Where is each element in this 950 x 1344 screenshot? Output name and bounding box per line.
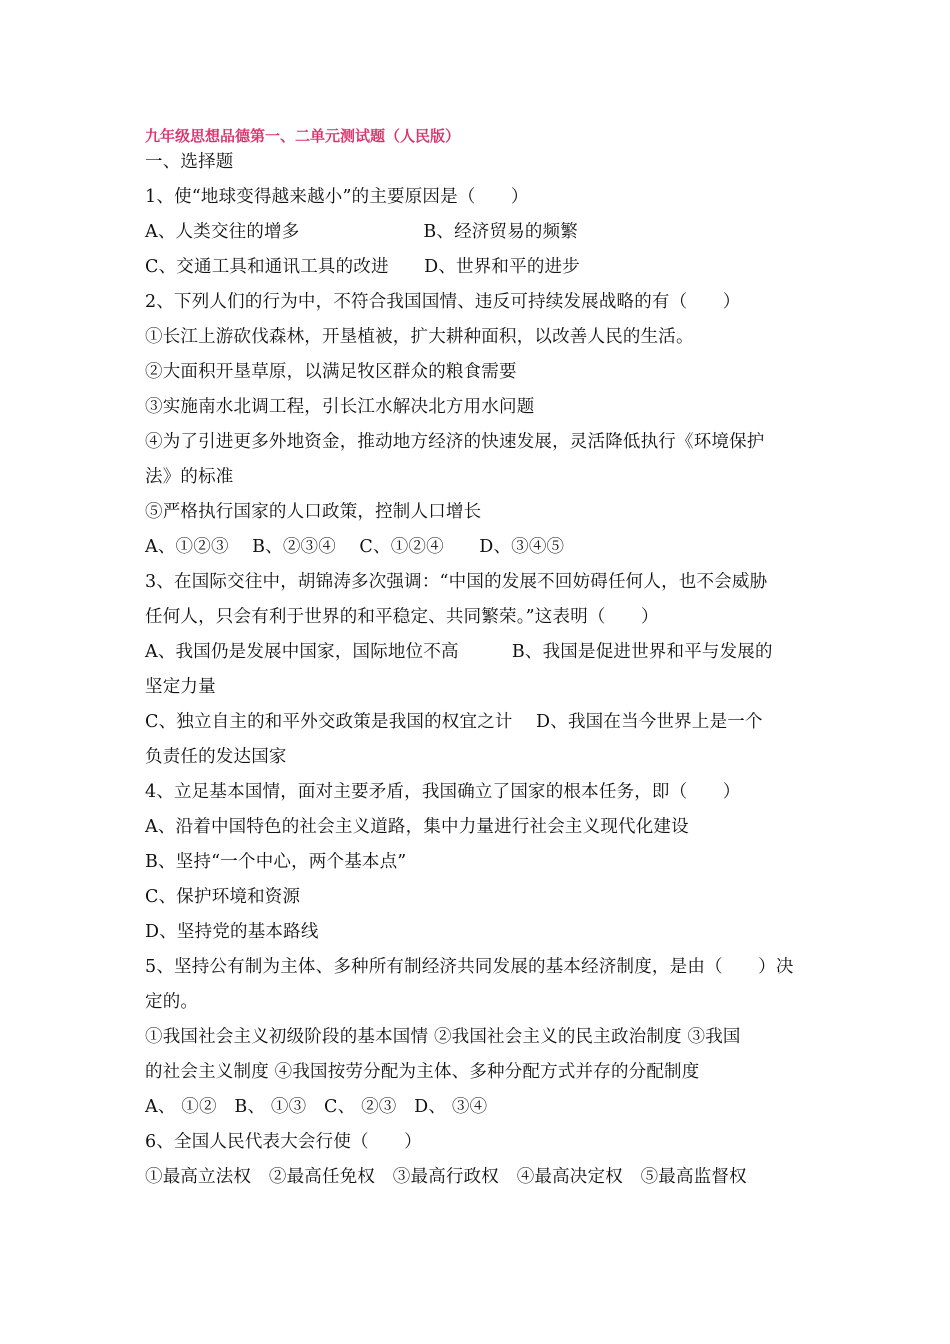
text-line: A、 ①② B、 ①③ C、 ②③ D、 ③④ xyxy=(145,1097,488,1117)
document-body xyxy=(145,124,810,1195)
text-line: 坚定力量 xyxy=(145,677,216,697)
text-line: ②大面积开垦草原，以满足牧区群众的粮食需要 xyxy=(145,362,517,382)
text-line: ③实施南水北调工程，引长江水解决北方用水问题 xyxy=(145,397,535,417)
text-line: 2、下列人们的行为中，不符合我国国情、违反可持续发展战略的有（ ） xyxy=(145,292,741,312)
text-line: 负责任的发达国家 xyxy=(145,747,287,767)
document-title: 九年级思想品德第一、二单元测试题（人民版） xyxy=(145,127,461,145)
text-line: ⑤严格执行国家的人口政策，控制人口增长 xyxy=(145,502,482,522)
text-line: C、交通工具和通讯工具的改进 D、世界和平的进步 xyxy=(145,257,580,277)
text-line: ④为了引进更多外地资金，推动地方经济的快速发展，灵活降低执行《环境保护 xyxy=(145,432,765,452)
text-line: 定的。 xyxy=(145,992,199,1012)
text-line: 法》的标准 xyxy=(145,467,234,487)
text-line: 1、使“地球变得越来越小”的主要原因是（ ） xyxy=(145,187,529,207)
text-line: ①最高立法权 ②最高任免权 ③最高行政权 ④最高决定权 ⑤最高监督权 xyxy=(145,1167,747,1187)
text-line: C、独立自主的和平外交政策是我国的权宜之计 D、我国在当今世界上是一个 xyxy=(145,712,763,732)
text-line: ①我国社会主义初级阶段的基本国情 ②我国社会主义的民主政治制度 ③我国 xyxy=(145,1027,741,1047)
text-line: A、我国仍是发展中国家，国际地位不高 B、我国是促进世界和平与发展的 xyxy=(145,642,773,662)
text-line: A、①②③ B、②③④ C、①②④ D、③④⑤ xyxy=(145,537,565,557)
text-line: B、坚持“一个中心，两个基本点” xyxy=(145,852,407,872)
text-line: A、人类交往的增多 B、经济贸易的频繁 xyxy=(145,222,578,242)
text-line: 6、全国人民代表大会行使（ ） xyxy=(145,1132,422,1152)
text-line: ①长江上游砍伐森林，开垦植被，扩大耕种面积，以改善人民的生活。 xyxy=(145,327,694,347)
text-line: 的社会主义制度 ④我国按劳分配为主体、多种分配方式并存的分配制度 xyxy=(145,1062,700,1082)
text-line: 任何人，只会有利于世界的和平稳定、共同繁荣。”这表明（ ） xyxy=(145,607,659,627)
text-line: A、沿着中国特色的社会主义道路，集中力量进行社会主义现代化建设 xyxy=(145,817,689,837)
text-line: C、保护环境和资源 xyxy=(145,887,301,907)
text-line: 5、坚持公有制为主体、多种所有制经济共同发展的基本经济制度，是由（ ）决 xyxy=(145,957,794,977)
text-line: D、坚持党的基本路线 xyxy=(145,922,319,942)
section-heading: 一、选择题 xyxy=(145,152,234,172)
text-line: 3、在国际交往中，胡锦涛多次强调：“中国的发展不回妨碍任何人，也不会威胁 xyxy=(145,572,768,592)
text-line: 4、立足基本国情，面对主要矛盾，我国确立了国家的根本任务，即（ ） xyxy=(145,782,741,802)
